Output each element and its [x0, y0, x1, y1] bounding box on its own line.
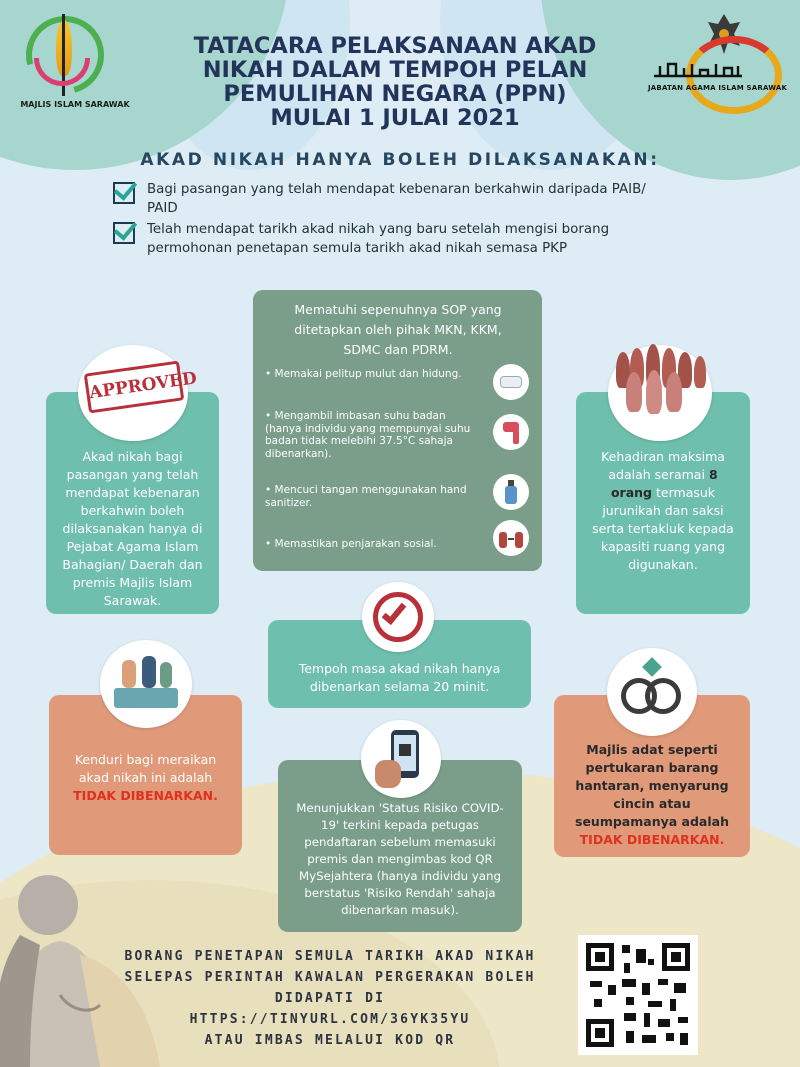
title-line-3: PEMULIHAN NEGARA (PPN) — [223, 81, 567, 107]
duration-text: Tempoh masa akad nikah hanya dibenarkan selama 20 minit. — [298, 661, 501, 694]
footer-link[interactable]: HTTPS://TINYURL.COM/36YK35YU — [189, 1012, 471, 1027]
check-icon — [113, 222, 135, 244]
sop-item: • Memastikan penjarakan sosial. — [265, 538, 437, 550]
majlis-islam-logo — [20, 10, 130, 115]
page-title — [160, 34, 630, 130]
sop-card — [253, 290, 542, 571]
jawi-script-icon — [652, 60, 744, 80]
title-line-4: MULAI 1 JULAI 2021 — [270, 105, 520, 131]
jabatan-agama-logo — [648, 8, 798, 118]
kenduri-text: Kenduri bagi meraikan akad nikah ini adalah — [74, 752, 217, 785]
sop-item: • Mencuci tangan menggunakan hand sanitizer. — [265, 484, 467, 509]
condition-item — [113, 180, 673, 218]
condition-text: Telah mendapat tarikh akad nikah yang baru setelah mengisi borang permohonan penetapan semula tarikh akad nikah semasa PKP — [147, 222, 610, 256]
kenduri-warning: TIDAK DIBENARKAN. — [73, 788, 218, 803]
footer-line-2: SELEPAS PERINTAH KAWALAN PERGERAKAN BOLEH — [124, 970, 536, 985]
left-logo-caption: MAJLIS ISLAM SARAWAK — [20, 100, 130, 109]
footer-line-1: BORANG PENETAPAN SEMULA TARIKH AKAD NIKAH — [124, 949, 536, 964]
wedding-feast-icon — [100, 640, 192, 728]
venue-text: Akad nikah bagi pasangan yang telah mendapat kebenaran berkahwin boleh dilaksanakan hanya di Pejabat Agama Islam Bahagian/ Daerah dan premis Majlis Islam Sarawak. — [62, 449, 203, 608]
majlis-adat-warning: TIDAK DIBENARKAN. — [579, 832, 725, 847]
face-mask-icon — [493, 364, 529, 400]
footer-line-5: ATAU IMBAS MELALUI KOD QR — [204, 1033, 456, 1048]
approved-stamp-icon: APPROVED — [84, 361, 185, 414]
check-icon — [113, 182, 135, 204]
attendance-text-after: termasuk jurunikah dan saksi serta tertakluk kepada kapasiti ruang yang digunakan. — [592, 485, 734, 572]
footer-text — [80, 946, 580, 1051]
phone-qr-icon — [361, 720, 441, 798]
condition-text: Bagi pasangan yang telah mendapat kebenaran berkahwin daripada PAIB/ PAID — [147, 182, 646, 216]
covid-status-text: Menunjukkan 'Status Risiko COVID-19' terkini kepada petugas pendaftaran sebelum memasuki premis dan mengimbas kod QR MySejahtera (hanya individu yang berstatus 'Risiko Rendah' sahaja dibenarkan masuk). — [296, 801, 504, 917]
sop-item: • Mengambil imbasan suhu badan (hanya individu yang mempunyai suhu badan tidak melebihi 37.5°C sahaja dibenarkan). — [265, 410, 471, 460]
sop-heading: Mematuhi sepenuhnya SOP yang ditetapkan oleh pihak MKN, KKM, SDMC dan PDRM. — [294, 302, 502, 357]
hand-sanitizer-icon — [493, 474, 529, 510]
attendance-text-before: Kehadiran maksima adalah seramai — [601, 449, 725, 482]
title-line-2: NIKAH DALAM TEMPOH PELAN — [202, 57, 588, 83]
section-subtitle: AKAD NIKAH HANYA BOLEH DILAKSANAKAN: — [140, 150, 660, 170]
group-people-icon — [612, 342, 710, 420]
attendance-highlight: 8 orang — [610, 467, 718, 500]
approved-circle — [78, 345, 199, 441]
clock-check-icon — [362, 582, 434, 652]
thermometer-icon — [493, 414, 529, 450]
condition-item — [113, 220, 673, 258]
wedding-rings-icon — [607, 648, 697, 736]
footer-line-3: DIDAPATI DI — [274, 991, 386, 1006]
title-line-1: TATACARA PELAKSANAAN AKAD — [193, 33, 597, 59]
right-logo-caption: JABATAN AGAMA ISLAM SARAWAK — [648, 84, 788, 92]
qr-code-icon[interactable] — [578, 935, 698, 1055]
sop-item: • Memakai pelitup mulut dan hidung. — [265, 368, 462, 380]
majlis-adat-text: Majlis adat seperti pertukaran barang hantaran, menyarung cincin atau seumpamanya adalah — [575, 742, 729, 829]
social-distance-icon — [493, 520, 529, 556]
